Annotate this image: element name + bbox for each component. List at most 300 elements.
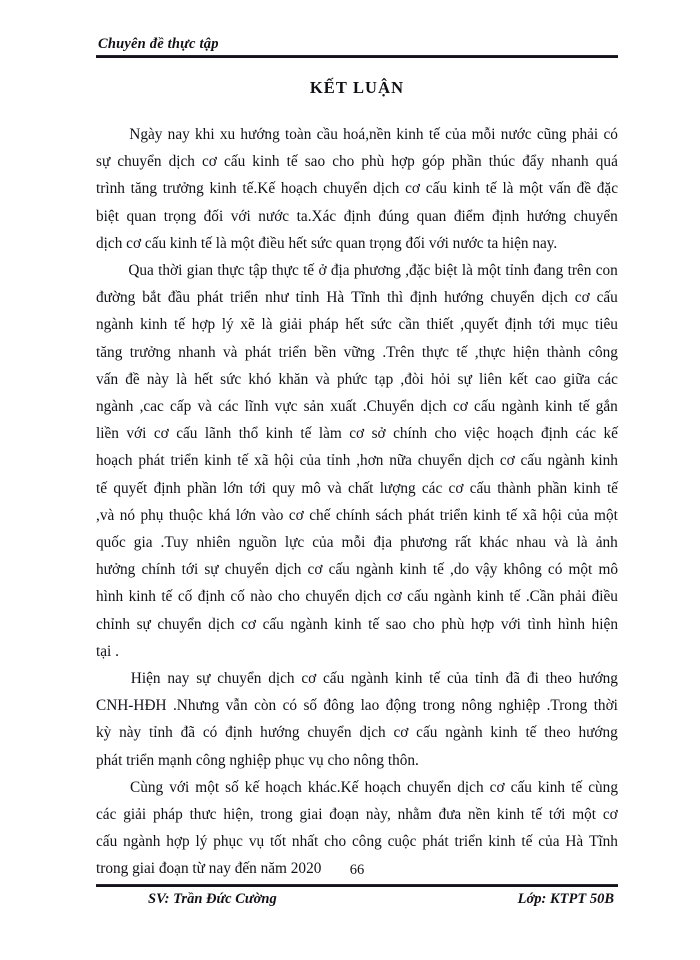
word: trưởng [129,343,171,361]
word: cố [177,588,193,606]
word: lãnh [204,425,232,443]
word: nhanh [178,343,216,361]
word: định [197,588,225,606]
word: một [519,180,544,198]
word: giải [279,316,303,334]
word: phương [400,534,448,552]
word: thực [271,262,299,280]
word: phải [559,588,587,606]
word: chuyển [224,561,269,579]
word: tế [456,343,468,361]
word: sức [370,316,392,334]
text-line [96,175,618,202]
word: vào [261,506,284,524]
word: cơ [301,670,317,688]
word: tế [286,153,298,171]
paragraph-1 [96,121,618,257]
word: thành [497,479,532,497]
word: tốt [269,833,287,851]
word: chế [309,506,331,524]
word: tế [571,778,583,796]
word: tới [181,561,199,579]
text-line [96,801,618,828]
text-line [96,692,618,719]
word: dịch [268,670,295,688]
word: cơ [307,561,323,579]
word: chính [393,425,428,443]
word: hết [345,316,365,334]
word: biệt [434,262,458,280]
word: hợp [391,153,415,171]
word: Hà [565,833,584,851]
document-body [96,121,618,883]
word: hoạch [265,778,302,796]
word: sự [204,561,219,579]
word: dịch [275,561,302,579]
word: chuyển [323,180,368,198]
word: bắt [142,289,161,307]
word: quan [416,207,447,225]
word: phát [138,452,165,470]
word: quyết [113,479,148,497]
word: vậy [475,561,498,579]
word: là [261,316,273,334]
word: dịch [208,615,235,633]
text-line [96,774,618,801]
word: tạp [374,370,394,388]
word: cơ [489,778,505,796]
word: thổ [238,425,259,443]
word: hướng [578,670,618,688]
word: triển [230,289,259,307]
word: phần [187,479,217,497]
word: mục [561,316,589,334]
word: ngành [96,316,134,334]
word: hết [194,370,214,388]
word: hoạch [96,452,133,470]
word: cấp [170,398,192,416]
word: tỉnh [475,670,499,688]
word: khăn [278,370,309,388]
word: phương [353,262,401,280]
word: khi [195,126,215,143]
word: dịch [355,588,382,606]
word: tăng [130,180,157,198]
word: dịch [373,180,400,198]
word: cấu [596,289,618,307]
word: tế [173,316,186,334]
word: ngành [290,615,328,633]
word: như [265,289,289,307]
word: sản [303,398,325,416]
word: CNH-HĐH [96,697,167,715]
word: phục [213,833,243,851]
word: công [352,833,382,851]
word: Tĩnh [351,289,381,307]
word: và [223,343,238,361]
word: hiện [513,343,540,361]
word: phù [441,615,465,633]
word: khác [479,534,509,552]
word: sự [96,153,111,171]
word: chính [141,561,176,579]
word: đề [576,180,592,198]
word: kinh [396,126,424,143]
word: cơ [386,588,402,606]
word: khá [208,506,231,524]
word: hợp [470,615,495,633]
word: là [176,370,188,388]
word: cao [535,370,557,388]
footer-class: Lớp: KTPT 50B [517,891,614,907]
word: có [202,724,218,742]
word: kinh [128,588,156,606]
word: động [385,697,417,715]
word: mô [301,479,321,497]
word: hiện, [223,806,254,824]
word: theo [544,724,571,742]
word: cấu [262,615,284,633]
word: kinh [140,316,168,334]
word: cơ [393,724,409,742]
word: công [588,343,618,361]
word: này [146,370,169,388]
word: sự [196,670,211,688]
page-footer [96,884,618,908]
text-line: trong giai đoạn từ nay đến năm 2020 [96,860,322,878]
word: hỏi [430,370,451,388]
word: định [410,289,438,307]
word: cấu [474,398,496,416]
word: đoạn [329,806,360,824]
word: hình [96,588,124,606]
word: ngành [501,398,539,416]
word: cho [332,153,355,171]
word: việc [464,425,490,443]
word: lớn [235,506,256,524]
word: điểm [453,207,485,225]
word: thời [593,697,618,715]
word: dịch [168,153,195,171]
word: trong [422,697,456,715]
word: nhanh [551,153,589,171]
word: hướng [260,724,300,742]
word: pháp [152,806,183,824]
word: tế.Kế [242,180,276,198]
word: ta.Xác [296,207,337,225]
word: liền [96,425,119,443]
word: một [594,506,618,524]
word: sức [220,370,242,388]
word: pháp [308,316,339,334]
word: Hiện [130,670,161,688]
word: sao [304,153,326,171]
word: định [343,207,371,225]
word: phải [571,126,599,143]
word: địa [330,262,350,280]
word: .Trong [546,697,588,715]
word: .Trên [382,343,415,361]
word: ngành [445,724,483,742]
word: tế [432,561,444,579]
word: ,đặc [405,262,431,280]
word: kinh [334,615,362,633]
word: tế [525,724,537,742]
word: tế [96,479,108,497]
word: cho [277,588,300,606]
word: nhất [291,833,319,851]
word: với [126,425,147,443]
word: tiêu [594,316,618,334]
word: tỉnh [326,452,351,470]
word: mô [598,561,618,579]
word: quá [595,153,618,171]
word: .Nhưng [172,697,220,715]
word: kinh [537,778,566,796]
text-line [96,121,618,148]
word: định [504,316,532,334]
word: phát [244,343,272,361]
word: nhằm [397,806,432,824]
word: nước [500,126,532,143]
word: đã [180,724,196,742]
word: bền [314,343,337,361]
indent-spacer [96,257,124,284]
word: tế [300,425,312,443]
word: kinh [452,180,480,198]
word: của [445,126,467,143]
word: phát [422,833,449,851]
word: có [603,126,618,143]
word: khó [248,370,272,388]
word: còn [254,697,277,715]
word: ngành [355,561,394,579]
word: lĩnh [244,398,269,416]
word: nay [167,126,190,143]
word: một [568,561,593,579]
word: nguồn [238,534,277,552]
word: phức [337,370,368,388]
word: các [421,479,443,497]
word: lượng [379,479,416,497]
word: nữa [389,452,412,470]
text-line [96,311,618,338]
word: tỉnh [295,289,320,307]
word: triển [170,452,199,470]
word: tế [606,479,618,497]
word: kinh [490,724,518,742]
word: với [169,778,190,796]
word: đi [526,670,539,688]
word: các [575,425,597,443]
word: cầu [316,126,338,143]
paragraph-3 [96,665,618,774]
word: của [538,833,560,851]
word: mỗi [341,534,366,552]
word: của [299,452,321,470]
word: và [197,398,212,416]
text-line [96,366,618,393]
word: vấn [96,370,119,388]
word: xuất [330,398,357,416]
word: thực [421,343,449,361]
word: chỉnh [96,615,130,633]
word: kinh [545,398,573,416]
word: kinh [473,506,501,524]
word: đông [323,697,355,715]
word: hoá,nền [343,126,392,143]
word: cơ [288,506,304,524]
word: nhiên [196,534,231,552]
word: hợp [166,833,190,851]
word: kế [244,778,260,796]
word: triển [278,343,307,361]
word: cấu [223,153,246,171]
word: đưa [438,806,462,824]
word: kinh [488,833,516,851]
word: kết [509,370,528,388]
word: hợp [191,316,216,334]
word: tăng [96,343,123,361]
text-line [96,420,618,447]
indent-spacer [96,774,124,801]
word: Qua [128,262,154,280]
word: đối [203,207,224,225]
word: cho [434,425,457,443]
word: trưởng [162,180,204,198]
word: không [503,561,542,579]
word: tỉnh [149,724,173,742]
word: dịch [541,289,568,307]
word: trên [567,262,592,280]
word: đề [125,370,140,388]
word: sự [136,615,151,633]
word: cùng [588,778,618,796]
word: gian [186,262,214,280]
word: giữa [563,370,591,388]
word: hiện [591,615,618,633]
word: có [547,561,563,579]
word: rất [455,534,472,552]
word: trọng [163,207,197,225]
word: .Tuy [160,534,189,552]
word: tế [428,126,440,143]
word: nó [119,506,136,524]
word: này [119,724,142,742]
word: hoạch [280,180,318,198]
text-line: tại . [96,642,119,660]
word: cơ [602,806,618,824]
word: là [576,534,588,552]
word: tế [505,506,517,524]
word: dịch [420,398,447,416]
word: hoạch [364,778,401,796]
word: đặc [596,180,618,198]
word: chính [335,506,370,524]
word: ,và [96,506,115,524]
word: vẫn [225,697,248,715]
word: hoạch [497,425,534,443]
word: chuyển [217,670,262,688]
word: quy [272,479,296,497]
word: có [282,697,298,715]
word: lớn [223,479,244,497]
word: .Chuyển [362,398,415,416]
word: định [541,425,569,443]
word: đường [96,289,136,307]
word: lý [221,316,234,334]
page-header [96,36,618,58]
word: hướng [578,724,618,742]
word: các [597,370,618,388]
word: gắn [595,398,618,416]
word: của [446,670,469,688]
word: thuộc [168,506,203,524]
word: cơ [241,615,256,633]
word: tế [509,588,521,606]
word: kinh [252,153,280,171]
word: tế [368,615,380,633]
word: với [230,207,251,225]
word: giải [123,806,147,824]
word: đẩy [522,153,545,171]
word: là [502,180,514,198]
word: tới [538,316,556,334]
text-line [96,611,618,638]
footer-student-name: SV: Trần Đức Cường [148,891,277,907]
word: này, [365,806,391,824]
word: thì [386,289,404,307]
word: ngành [433,588,472,606]
word: sở [371,425,386,443]
word: tế [485,180,497,198]
text-line [96,257,618,284]
paragraph-2 [96,257,618,665]
word: tế [521,833,533,851]
word: xu [219,126,236,143]
word: phù [361,153,385,171]
word: một [195,778,220,796]
word: kinh [590,452,618,470]
word: lao [360,697,380,715]
word: hướng [444,289,484,307]
word: nay [167,670,190,688]
word: định [225,724,253,742]
word: ảnh [595,534,618,552]
indent-spacer [96,665,124,692]
word: thưc [189,806,217,824]
word: tế [161,588,173,606]
word: đã [505,670,521,688]
word: vụ [248,833,265,851]
word: gia [133,534,153,552]
header-title: Chuyên đề thực tập [98,36,219,52]
word: tập [248,262,268,280]
word: chuyển [573,207,618,225]
word: dịch [359,724,386,742]
word: tế [578,398,590,416]
text-line [96,828,618,855]
word: cấu [425,180,447,198]
word: sao [385,615,407,633]
word: ngành [123,833,161,851]
text-line [96,529,618,556]
word: tế [303,262,315,280]
word: cấu [469,479,491,497]
word: quốc [96,534,126,552]
word: thời [158,262,183,280]
word: xã [254,452,269,470]
